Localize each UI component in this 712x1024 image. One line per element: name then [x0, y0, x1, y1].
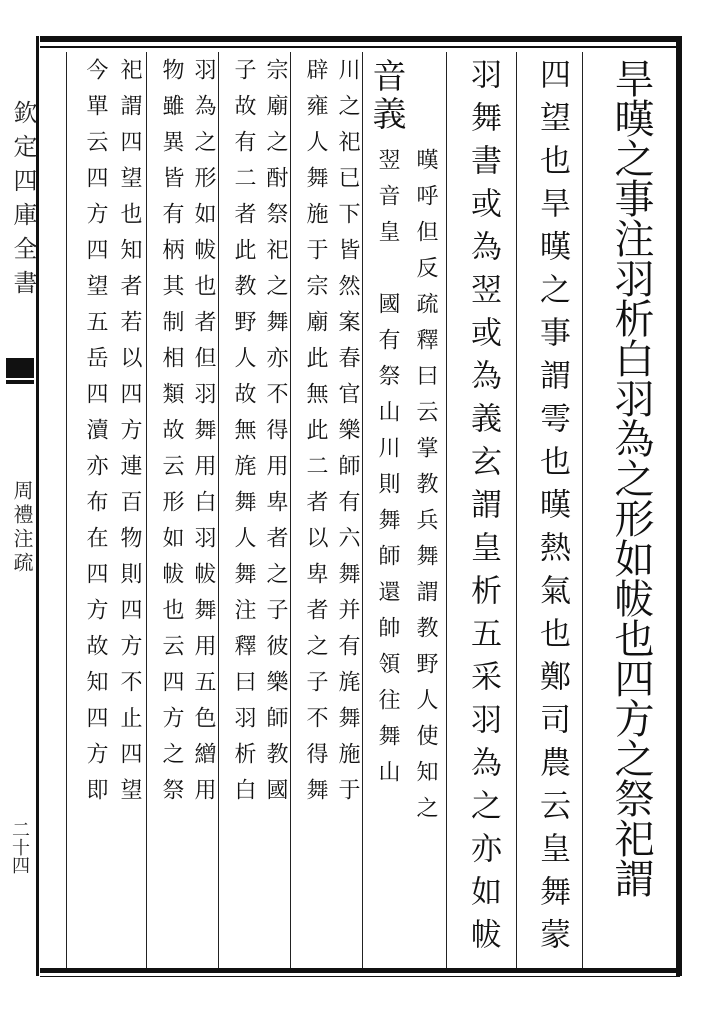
- commentary-line-left: 今單云四方四望五岳四瀆亦布在四方故知四方即: [83, 58, 108, 814]
- frame-top-border: [40, 36, 680, 42]
- commentary-line-right: 羽為之形如帗也者但羽舞用白羽帗舞用五色繒用: [191, 58, 216, 814]
- commentary-line-left: 翌音皇 國有祭山川則舞師還帥領往舞山: [375, 148, 400, 796]
- commentary-block-1: [366, 58, 444, 962]
- commentary-block-5: [72, 58, 144, 962]
- fish-tail-mark-line: [6, 380, 34, 384]
- collection-label: 欽定四庫全書: [9, 100, 37, 304]
- commentary-line-left: 辟雍人舞施于宗廟此無此二者以卑者之子不得舞: [303, 58, 328, 814]
- frame-bottom-inner-border: [40, 976, 680, 977]
- commentary-line-right: 祀謂四望也知者若以四方連百物則四方不止四望: [117, 58, 142, 814]
- frame-right-border: [676, 36, 682, 976]
- frame-bottom-border: [40, 968, 680, 973]
- column-rule: [516, 52, 517, 968]
- column-rule: [146, 52, 147, 968]
- text-column-3: 羽舞書或為翌或為義玄謂皇析五采羽為之亦如帗: [465, 58, 501, 961]
- commentary-line-right: 宗廟之酎祭祀之舞亦不得用卑者之子彼樂師教國: [263, 58, 288, 814]
- frame-top-inner-border: [40, 46, 680, 48]
- page-margin: [2, 40, 37, 980]
- commentary-line-left: 物雖異皆有柄其制相類故云形如帗也云四方之祭: [159, 58, 184, 814]
- commentary-block-3: [224, 58, 288, 962]
- column-rule: [446, 52, 447, 968]
- fish-tail-mark: [6, 358, 34, 378]
- column-rule: [290, 52, 291, 968]
- column-rule: [362, 52, 363, 968]
- section-heading: 音義: [366, 58, 406, 134]
- commentary-line-right: 暵呼但反疏釋曰云掌教兵舞謂教野人使知之: [413, 148, 438, 832]
- column-rule: [582, 52, 583, 968]
- text-column-2: 四望也旱暵之事謂雩也暵熱氣也鄭司農云皇舞蒙: [534, 58, 570, 961]
- commentary-block-2: [296, 58, 360, 962]
- commentary-line-right: 川之祀已下皆然案春官樂師有六舞并有旄舞施于: [335, 58, 360, 814]
- book-title: 周禮注疏: [10, 480, 34, 576]
- commentary-block-4: [152, 58, 216, 962]
- page-number: 二十四: [9, 820, 30, 874]
- column-rule: [218, 52, 219, 968]
- column-rule: [66, 52, 67, 968]
- text-column-1: 旱暵之事注羽析白羽為之形如帗也四方之祭祀謂: [608, 58, 654, 898]
- commentary-line-left: 子故有二者此教野人故無旄舞人舞注釋曰羽析白: [231, 58, 256, 814]
